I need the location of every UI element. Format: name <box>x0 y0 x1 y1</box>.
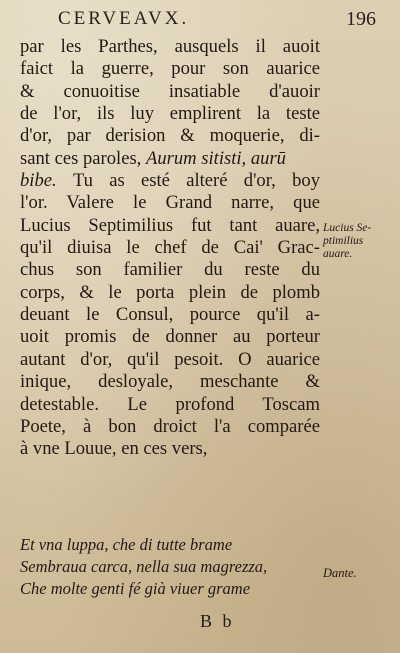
text-line: faict la guerre, pour son auarice <box>20 58 320 80</box>
text-line: autant d'or, qu'il pesoit. O auarice <box>20 348 320 370</box>
signature-mark: B b <box>200 611 235 631</box>
text-span: Tu as esté alteré d'or, boy <box>56 170 320 192</box>
text-line: de l'or, ils luy emplirent la teste <box>20 103 320 125</box>
verse-line: Sembraua carca, nella sua magrezza, <box>20 557 268 576</box>
margin-note-lucius <box>323 222 399 261</box>
text-line: l'or. Valere le Grand narre, que <box>20 192 320 214</box>
text-line: inique, desloyale, meschante & <box>20 371 320 393</box>
page-number: 196 <box>346 8 376 30</box>
running-head: CERVEAVX. <box>58 8 190 29</box>
verse-line: Che molte genti fé già viuer grame <box>20 579 251 598</box>
text-line: à vne Louue, en ces vers, <box>20 438 208 460</box>
text-line: Lucius Septimilius fut tant auare, <box>20 214 320 236</box>
text-line: chus son familier du reste du <box>20 259 320 281</box>
text-line: Poete, à bon droict l'a comparée <box>20 415 320 437</box>
text-line: & conuoitise insatiable d'auoir <box>20 80 320 102</box>
text-line: par les Parthes, ausquels il auoit <box>20 36 320 57</box>
margin-note-line: Lucius Se- <box>323 222 372 234</box>
text-line: deuant le Consul, pource qu'il a- <box>20 304 320 326</box>
page-header <box>58 8 376 32</box>
text-line: qu'il diuisa le chef de Cai' Grac- <box>20 237 320 259</box>
margin-note-line: ptimilius <box>323 235 364 247</box>
verse-line: Et vna luppa, che di tutte brame <box>20 535 233 554</box>
text-line: uoit promis de donner au porteur <box>20 326 320 348</box>
text-line: corps, & le porta plein de plomb <box>20 281 320 303</box>
text-span: sant ces paroles, <box>20 147 146 169</box>
body-text <box>20 36 320 461</box>
text-line <box>20 148 320 170</box>
text-line: detestable. Le profond Toscam <box>20 393 320 415</box>
text-line: d'or, par derision & moquerie, di- <box>20 125 320 147</box>
margin-note-line: auare. <box>323 248 353 260</box>
latin-quote-end: bibe. <box>20 170 57 192</box>
margin-note-dante: Dante. <box>323 566 357 580</box>
verse-quotation <box>20 534 320 600</box>
text-line <box>20 170 320 192</box>
latin-quote: Aurum sitisti, aurū <box>145 147 286 169</box>
